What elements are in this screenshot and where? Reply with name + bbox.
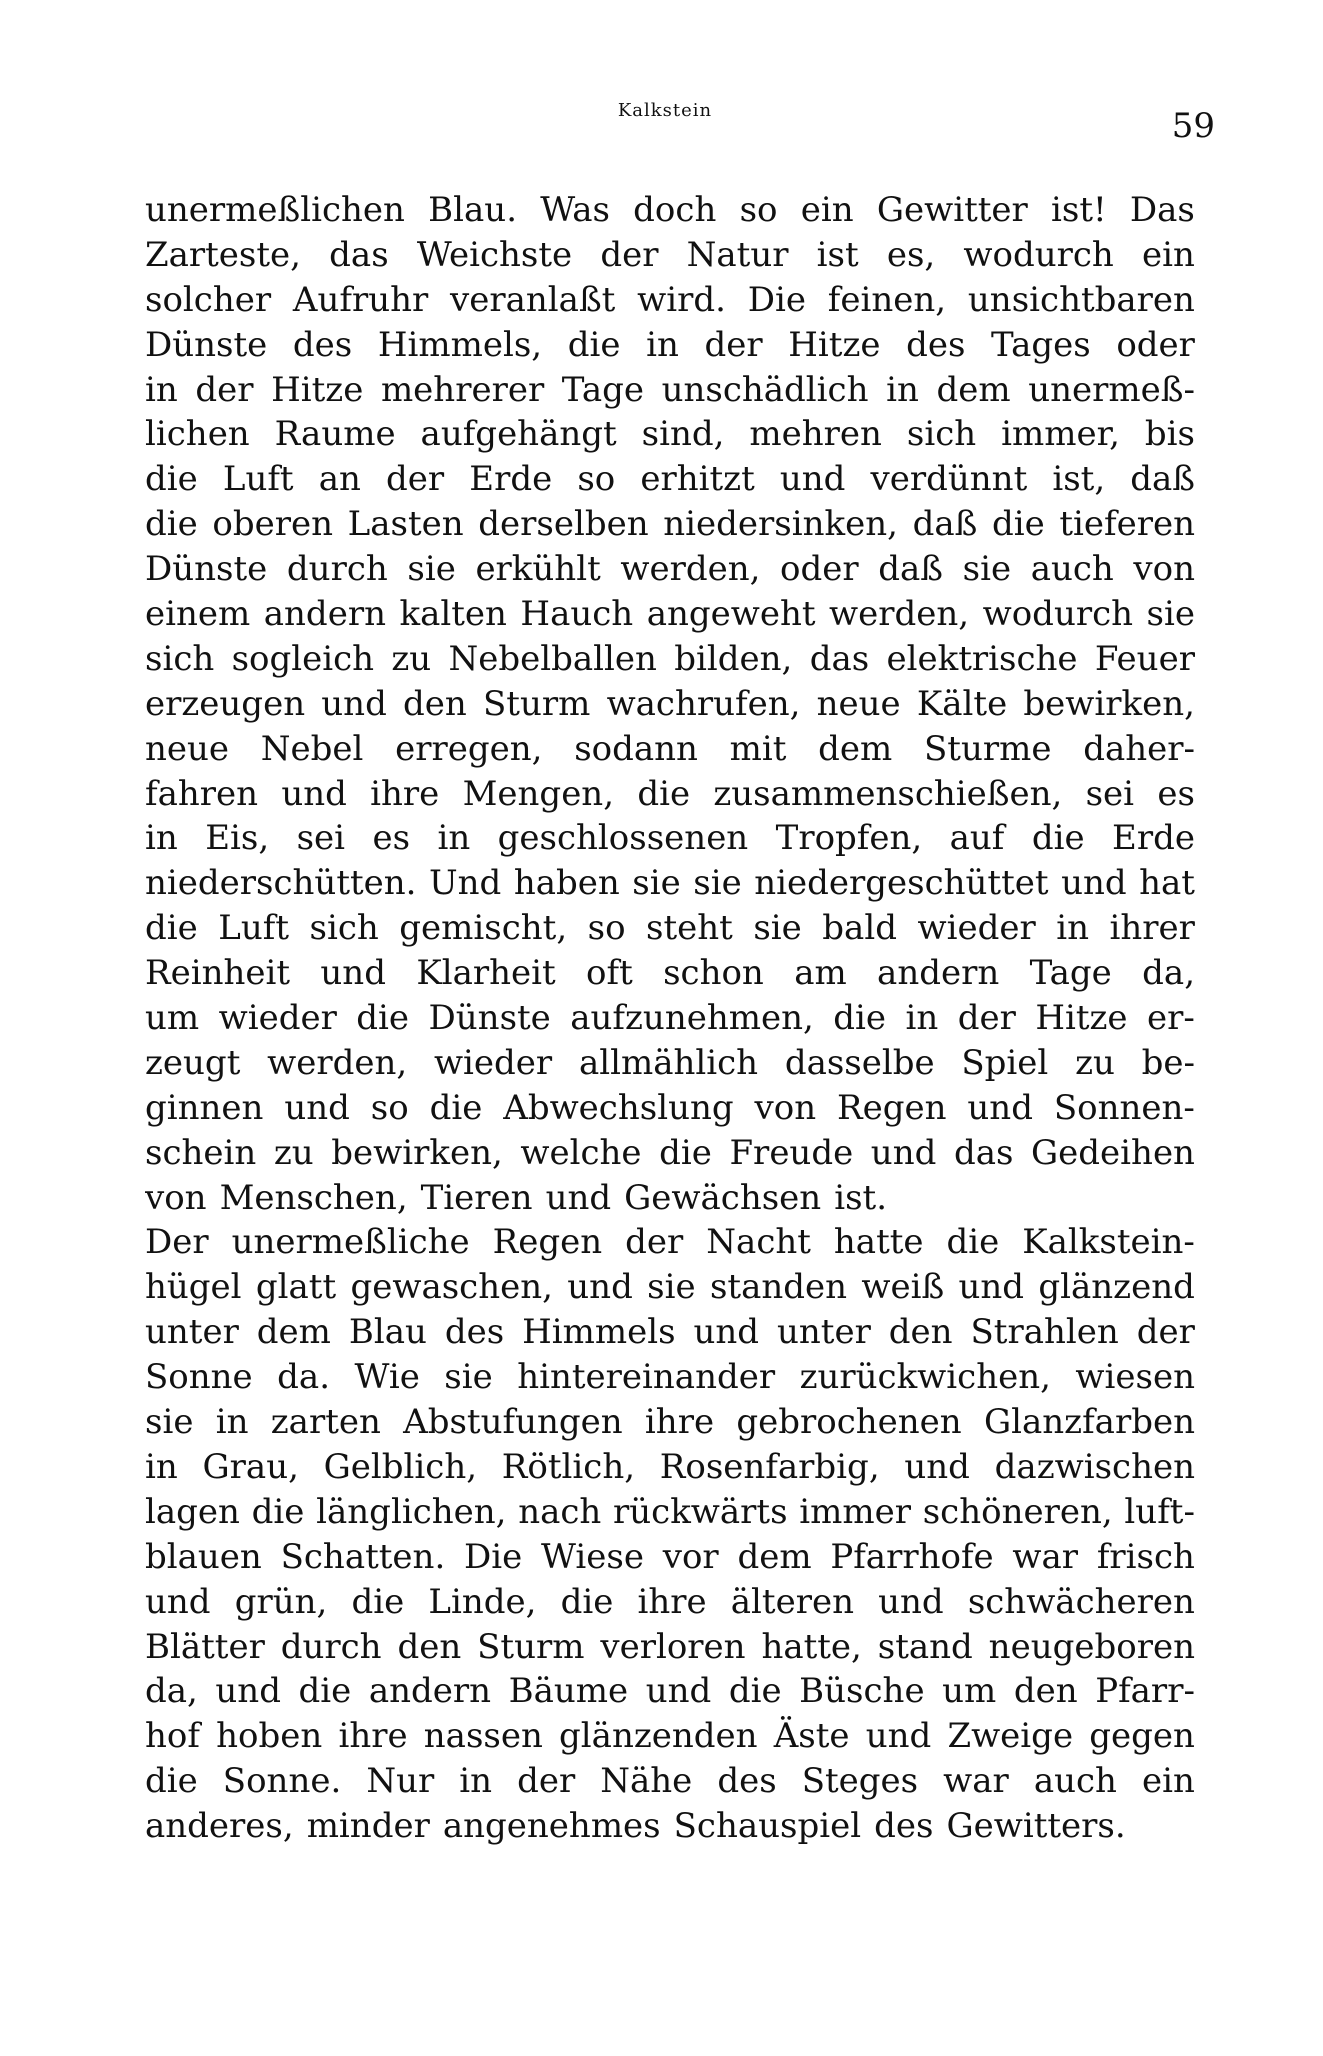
text-line: um wieder die Dünste aufzunehmen, die in der Hitze er- [145,998,1195,1039]
text-line: erzeugen und den Sturm wachrufen, neue Kälte bewirken, [145,683,1195,724]
text-line: lagen die länglichen, nach rückwärts immer schöneren, luft- [145,1491,1195,1532]
text-line: einem andern kalten Hauch angeweht werden, wodurch sie [145,594,1195,635]
text-line: schein zu bewirken, welche die Freude und das Gedeihen [145,1132,1195,1173]
text-line: unermeßlichen Blau. Was doch so ein Gewitter ist! Das [145,190,1195,230]
text-line: in der Hitze mehrerer Tage unschädlich in dem unermeß- [145,369,1195,410]
text-line: in Grau, Gelblich, Rötlich, Rosenfarbig, und dazwischen [145,1446,1195,1487]
text-line: zeugt werden, wieder allmählich dasselbe Spiel zu be- [145,1042,1195,1083]
text-line: Dünste durch sie erkühlt werden, oder daß sie auch von [145,549,1195,590]
text-line: hof hoben ihre nassen glänzenden Äste und Zweige gegen [145,1716,1195,1757]
running-head: Kalkstein [617,100,713,121]
text-line: fahren und ihre Mengen, die zusammenschießen, sei es [145,773,1195,814]
text-line: sie in zarten Abstufungen ihre gebrochenen Glanzfarben [145,1402,1195,1443]
text-line: da, und die andern Bäume und die Büsche um den Pfarr- [145,1671,1195,1712]
text-line: sich sogleich zu Nebelballen bilden, das elektrische Feuer [145,638,1195,679]
text-line: und grün, die Linde, die ihre älteren und schwächeren [145,1581,1195,1622]
text-line: die Luft sich gemischt, so steht sie bald wieder in ihrer [145,908,1195,949]
text-line: hügel glatt gewaschen, und sie standen weiß und glänzend [145,1267,1195,1308]
text-line: blauen Schatten. Die Wiese vor dem Pfarrhofe war frisch [145,1536,1195,1577]
text-line: Blätter durch den Sturm verloren hatte, stand neugeboren [145,1626,1195,1667]
text-line: die Luft an der Erde so erhitzt und verdünnt ist, daß [145,459,1195,500]
text-line: Der unermeßliche Regen der Nacht hatte die Kalkstein- [145,1222,1195,1263]
text-line: von Menschen, Tieren und Gewächsen ist. [145,1177,887,1218]
text-line: Zarteste, das Weichste der Natur ist es, wodurch ein [145,234,1195,275]
text-line: ginnen und so die Abwechslung von Regen und Sonnen- [145,1087,1195,1128]
text-line: die Sonne. Nur in der Nähe des Steges war auch ein [145,1761,1195,1802]
text-line: Dünste des Himmels, die in der Hitze des Tages oder [145,324,1195,365]
text-line: die oberen Lasten derselben niedersinken, daß die tieferen [145,504,1195,545]
text-line: anderes, minder angenehmes Schauspiel des Gewitters. [145,1806,1126,1847]
text-line: Sonne da. Wie sie hintereinander zurückwichen, wiesen [145,1357,1195,1398]
text-line: unter dem Blau des Himmels und unter den Strahlen der [145,1312,1195,1353]
text-line: Reinheit und Klarheit oft schon am andern Tage da, [145,953,1195,994]
text-line: in Eis, sei es in geschlossenen Tropfen, auf die Erde [145,818,1195,859]
body-text [145,188,1195,1849]
text-line: niederschütten. Und haben sie sie niedergeschüttet und hat [145,863,1195,904]
text-line: neue Nebel erregen, sodann mit dem Sturme daher- [145,728,1195,769]
text-line: lichen Raume aufgehängt sind, mehren sich immer, bis [145,414,1195,455]
text-line: solcher Aufruhr veranlaßt wird. Die feinen, unsichtbaren [145,279,1195,320]
page-number: 59 [1171,106,1215,146]
